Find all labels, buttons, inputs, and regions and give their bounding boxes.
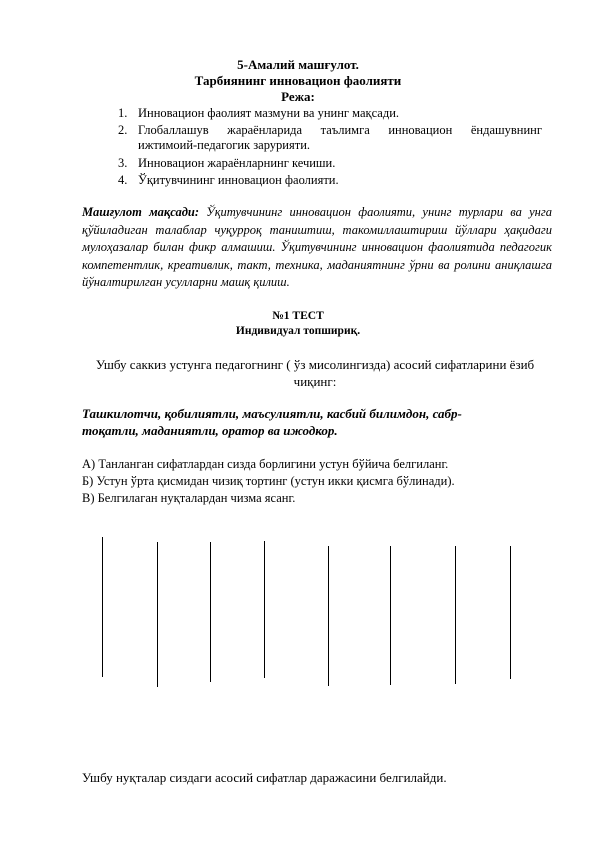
plan-item bbox=[118, 123, 542, 153]
plan-item-number: 3. bbox=[118, 156, 128, 170]
lesson-goal bbox=[82, 204, 552, 292]
test-instruction: Ушбу саккиз устунга педагогнинг ( ўз мисолингизда) асосий сифатларини ёзиб чиқинг: bbox=[95, 357, 535, 389]
plan-item-text: Ўқитувчининг инновацион фаолияти. bbox=[138, 173, 339, 187]
plan-item-number: 1. bbox=[118, 106, 128, 120]
qualities-line: тоқатли, маданиятли, оратор ва ижодкор. bbox=[82, 423, 338, 438]
quality-column[interactable] bbox=[157, 542, 158, 687]
plan-item bbox=[118, 106, 542, 121]
qualities-line: Ташкилотчи, қобилиятли, маъсулиятли, касбий билимдон, сабр- bbox=[82, 406, 462, 421]
plan-heading: Режа: bbox=[281, 89, 315, 104]
topic-title: Тарбиянинг инновацион фаолияти bbox=[194, 73, 402, 88]
test-subheading: Индивидуал топшириқ. bbox=[235, 325, 361, 337]
quality-column[interactable] bbox=[102, 537, 103, 677]
plan-item-number: 2. bbox=[118, 123, 128, 137]
quality-column[interactable] bbox=[455, 546, 456, 684]
qualities-list bbox=[82, 405, 522, 439]
quality-column[interactable] bbox=[510, 546, 511, 679]
quality-column[interactable] bbox=[264, 541, 265, 678]
plan-item-text: Инновацион фаолият мазмуни ва унинг мақсади. bbox=[138, 106, 400, 120]
plan-item-text: Глобаллашув жараёнларида таълимга инновацион ёндашувнинг ижтимоий-педагогик зарурияти. bbox=[138, 123, 542, 152]
plan-item bbox=[118, 173, 542, 188]
test-heading: №1 ТЕСТ bbox=[272, 310, 324, 322]
plan-item-number: 4. bbox=[118, 173, 128, 187]
instruction-step: А) Танланган сифатлардан сизда борлигини устун бўйича белгиланг. bbox=[82, 457, 449, 471]
goal-text: Ўқитувчининг инновацион фаолияти, унинг турлари ва унга қўйиладиган талаблар чуқурроқ таништиш, такомиллаштириш йўллари ҳақидаги мулоҳазалар билан фикр алмашиш. Ўқитувчининг инновацион фаолиятида педагогик компетентлик, креативлик, такт, техника, маданиятнинг ўрни ва ролини аниқлашга йўналтирилган усулларни машқ қилиш. bbox=[82, 205, 552, 290]
quality-column[interactable] bbox=[390, 546, 391, 685]
instruction-step: В) Белгилаган нуқталардан чизма ясанг. bbox=[82, 491, 296, 505]
quality-column[interactable] bbox=[328, 546, 329, 686]
plan-item bbox=[118, 156, 542, 171]
goal-label: Машғулот мақсади: bbox=[82, 205, 200, 219]
instruction-step: Б) Устун ўрта қисмидан чизиқ тортинг (устун икки қисмга бўлинади). bbox=[82, 474, 455, 488]
quality-column[interactable] bbox=[210, 542, 211, 682]
footer-note: Ушбу нуқталар сиздаги асосий сифатлар даражасини белгилайди. bbox=[82, 770, 447, 785]
plan-item-text: Инновацион жараёнларнинг кечиши. bbox=[138, 156, 336, 170]
lesson-title: 5-Амалий машғулот. bbox=[237, 57, 359, 72]
